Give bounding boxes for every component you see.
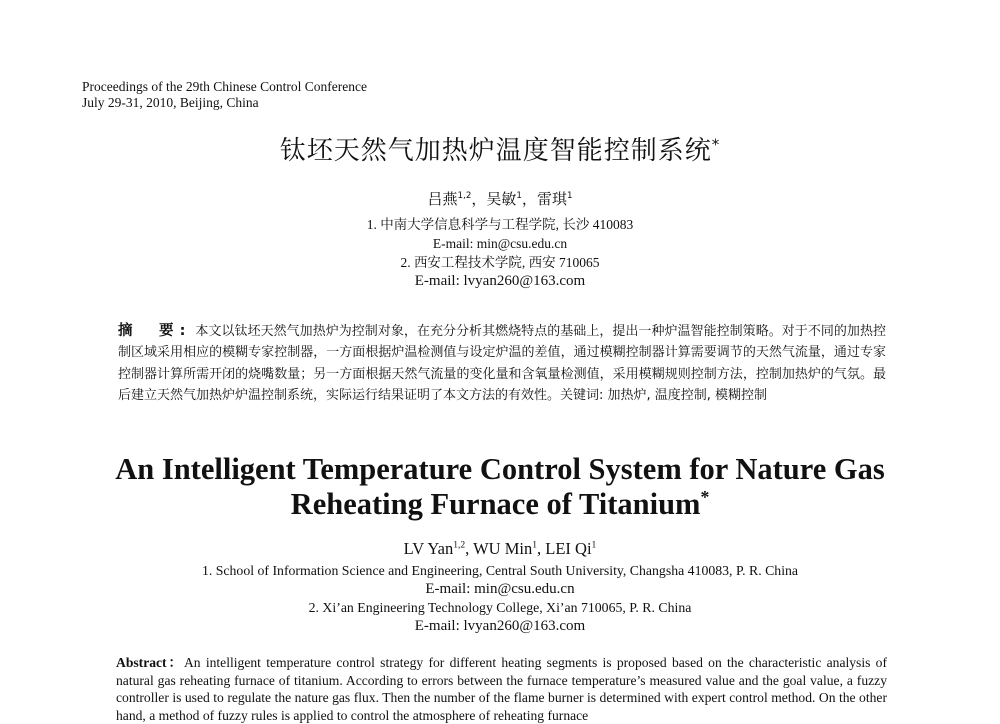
chinese-affiliation-email-2: E-mail: lvyan260@163.com	[414, 273, 586, 289]
english-authors	[0, 539, 1000, 559]
author-name: LEI Qi	[545, 539, 592, 558]
author-affiliation-mark: 1	[532, 539, 538, 551]
chinese-affiliation-2: 2. 西安工程技术学院, 西安 710065	[400, 255, 600, 270]
english-title-footnote-mark: *	[700, 486, 710, 507]
english-title-line-1: An Intelligent Temperature Control System for Nature Gas	[115, 452, 885, 486]
english-affiliation-2: 2. Xi’an Engineering Technology College, Xi’an 710065, P. R. China	[308, 600, 692, 615]
chinese-abstract	[118, 321, 886, 407]
english-abstract-text: An intelligent temperature control strategy for different heating segments is proposed based on the characteristic analysis of natural gas reheating furnace of titanium. According to errors between the furnace temperature’s measured value and the goal value, a fuzzy controller is used to regulate the nature gas flux. Then the number of the flame burner is determined with expert control method. On the other hand, a method of fuzzy rules is applied to control the atmosphere of reheating furnace	[116, 655, 888, 723]
english-title	[80, 452, 920, 522]
chinese-abstract-text: 本文以钛坯天然气加热炉为控制对象，在充分分析其燃烧特点的基础上，提出一种炉温智能控制策略。对于不同的加热控制区域采用相应的模糊专家控制器，一方面根据炉温检测值与设定炉温的差值，通过模糊控制器计算需要调节的天然气流量，通过专家控制器计算所需开闭的烧嘴数量；另一方面根据天然气流量的变化量和含氧量检测值，采用模糊规则控制方法，控制加热炉的气氛。最后建立天然气加热炉炉温控制系统，实际运行结果证明了本文方法的有效性。关键词: 加热炉, 温度控制, 模糊控制	[118, 324, 886, 404]
conference-date-place: July 29-31, 2010, Beijing, China	[82, 95, 259, 110]
english-abstract-label	[116, 655, 184, 670]
chinese-authors	[0, 189, 1000, 209]
english-abstract-label-text: Abstract	[116, 655, 167, 670]
chinese-title-footnote-mark: *	[711, 135, 721, 154]
author-affiliation-mark: 1	[591, 539, 597, 551]
chinese-title	[0, 134, 1000, 168]
english-affiliation-email-2: E-mail: lvyan260@163.com	[414, 618, 586, 634]
author-separator: ，	[521, 190, 537, 208]
english-title-line-2-text: Reheating Furnace of Titanium	[290, 487, 701, 521]
english-abstract-label-colon: ：	[166, 655, 184, 670]
conference-name: Proceedings of the 29th Chinese Control Conference	[82, 79, 367, 94]
english-title-line-2	[80, 487, 920, 522]
author-name: LV Yan	[403, 539, 454, 558]
author-affiliation-mark: 1,2	[453, 539, 466, 551]
chinese-title-text: 钛坯天然气加热炉温度智能控制系统	[279, 136, 712, 166]
english-affiliation-email-1: E-mail: min@csu.edu.cn	[425, 581, 575, 597]
author-affiliation-mark: 1	[516, 191, 522, 201]
author-name: 雷琪	[536, 190, 567, 208]
english-affiliation-1: 1. School of Information Science and Engineering, Central South University, Changsha 410083, P. R. China	[201, 563, 799, 578]
author-separator: ,	[537, 539, 546, 558]
chinese-abstract-label: 摘 要:	[118, 323, 192, 339]
author-name: WU Min	[473, 539, 533, 558]
author-affiliation-mark: 1	[566, 191, 573, 201]
author-affiliation-mark: 1,2	[457, 191, 472, 201]
chinese-affiliation-email-1: E-mail: min@csu.edu.cn	[432, 236, 568, 251]
author-name: 吴敏	[486, 190, 517, 208]
author-separator: ，	[471, 190, 487, 208]
author-separator: ,	[465, 539, 474, 558]
chinese-affiliation-1: 1. 中南大学信息科学与工程学院, 长沙 410083	[366, 217, 634, 232]
author-name: 吕燕	[427, 190, 458, 208]
